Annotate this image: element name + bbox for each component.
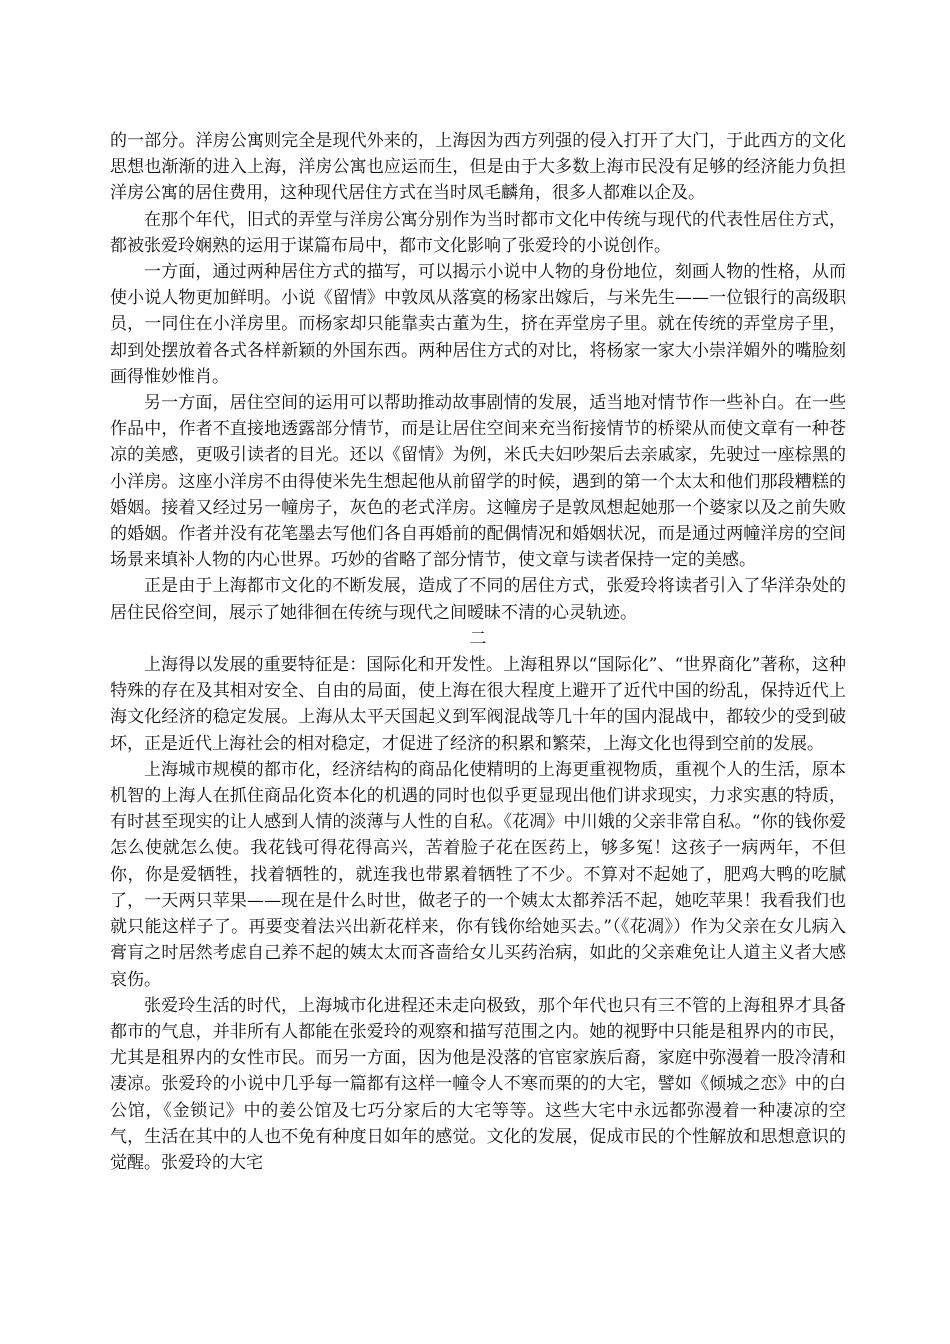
paragraph: 在那个年代，旧式的弄堂与洋房公寓分别作为当时都市文化中传统与现代的代表性居住方式，都被张爱玲娴熟的运用于谋篇布局中，都市文化影响了张爱玲的小说创作。 xyxy=(110,209,846,256)
paragraph: 的一部分。洋房公寓则完全是现代外来的，上海因为西方列强的侵入打开了大门，于此西方的文化思想也渐渐的进入上海，洋房公寓也应运而生，但是由于大多数上海市民没有足够的经济能力负担洋房公寓的居住费用，这种现代居住方式在当时凤毛麟角，很多人都难以企及。 xyxy=(110,131,846,204)
section-heading: 二 xyxy=(469,628,487,649)
paragraph: 一方面，通过两种居住方式的描写，可以揭示小说中人物的身份地位，刻画人物的性格，从而使小说人物更加鲜明。小说《留情》中敦凤从落寞的杨家出嫁后，与米先生——一位银行的高级职员，一同住在小洋房里。而杨家却只能靠卖古董为生，挤在弄堂房子里。就在传统的弄堂房子里，却到处摆放着各式各样新颖的外国东西。两种居住方式的对比，将杨家一家大小崇洋媚外的嘴脸刻画得惟妙惟肖。 xyxy=(110,262,846,387)
paragraph: 张爱玲生活的时代，上海城市化进程还未走向极致，那个年代也只有三不管的上海租界才具备都市的气息，并非所有人都能在张爱玲的观察和描写范围之内。她的视野中只能是租界内的市民，尤其是租界内的女性市民。而另一方面，因为他是没落的官宦家族后裔，家庭中弥漫着一股冷清和凄凉。张爱玲的小说中几乎每一篇都有这样一幢令人不寒而栗的的大宅，譬如《倾城之恋》中的白公馆，《金锁记》中的姜公馆及七巧分家后的大宅等等。这些大宅中永远都弥漫着一种凄凉的空气，生活在其中的人也不免有种度日如年的感觉。文化的发展，促成市民的个性解放和思想意识的觉醒。张爱玲的大宅 xyxy=(110,995,846,1173)
paragraph: 正是由于上海都市文化的不断发展，造成了不同的居住方式，张爱玲将读者引入了华洋杂处的居住民俗空间，展示了她徘徊在传统与现代之间暧昧不清的心灵轨迹。 xyxy=(110,576,846,623)
paragraph: 上海城市规模的都市化，经济结构的商品化使精明的上海更重视物质，重视个人的生活，原本机智的上海人在抓住商品化资本化的机遇的同时也似乎更显现出他们讲求现实，力求实惠的特质，有时甚至现实的让人感到人情的淡薄与人性的自私。《花凋》中川娥的父亲非常自私。“你的钱你爱怎么使就怎么使。我花钱可得花得高兴，苦着脸子花在医药上，够多冤！这孩子一病两年，不但你，你是爱牺牲，找着牺牲的，就连我也带累着牺牲了不少。不算对不起她了，肥鸡大鸭的吃腻了，一天两只苹果——现在是什么时世，做老子的一个姨太太都养活不起，她吃苹果！我看我们也就只能这样子了。再要变着法兴出新花样来，你有钱你给她买去。”（《花凋》）作为父亲在女儿病入膏肓之时居然考虑自己养不起的姨太太而吝啬给女儿买药治病，如此的父亲难免让人道主义者大感哀伤。 xyxy=(110,759,846,990)
paragraph: 另一方面，居住空间的运用可以帮助推动故事剧情的发展，适当地对情节作一些补白。在一些作品中，作者不直接地透露部分情节，而是让居住空间来充当衔接情节的桥梁从而使文章有一种苍凉的美感，更吸引读者的目光。还以《留情》为例，米氏夫妇吵架后去亲戚家，先驶过一座棕黑的小洋房。这座小洋房不由得使米先生想起他从前留学的时候，遇到的第一个太太和他们那段糟糕的婚姻。接着又经过另一幢房子，灰色的老式洋房。这幢房子是敦凤想起她那一个婆家以及之前失败的婚姻。作者并没有花笔墨去写他们各自再婚前的配偶情况和婚姻状况，而是通过两幢洋房的空间场景来填补人物的内心世界。巧妙的省略了部分情节，使文章与读者保持一定的美感。 xyxy=(110,393,846,571)
document-page xyxy=(110,128,846,1176)
paragraph: 上海得以发展的重要特征是：国际化和开发性。上海租界以“国际化”、“世界商化”著称，这种特殊的存在及其相对安全、自由的局面，使上海在很大程度上避开了近代中国的纷乱，保持近代上海文化经济的稳定发展。上海从太平天国起义到军阀混战等几十年的国内混战中，都较少的受到破坏，正是近代上海社会的相对稳定，才促进了经济的积累和繁荣，上海文化也得到空前的发展。 xyxy=(110,655,846,754)
